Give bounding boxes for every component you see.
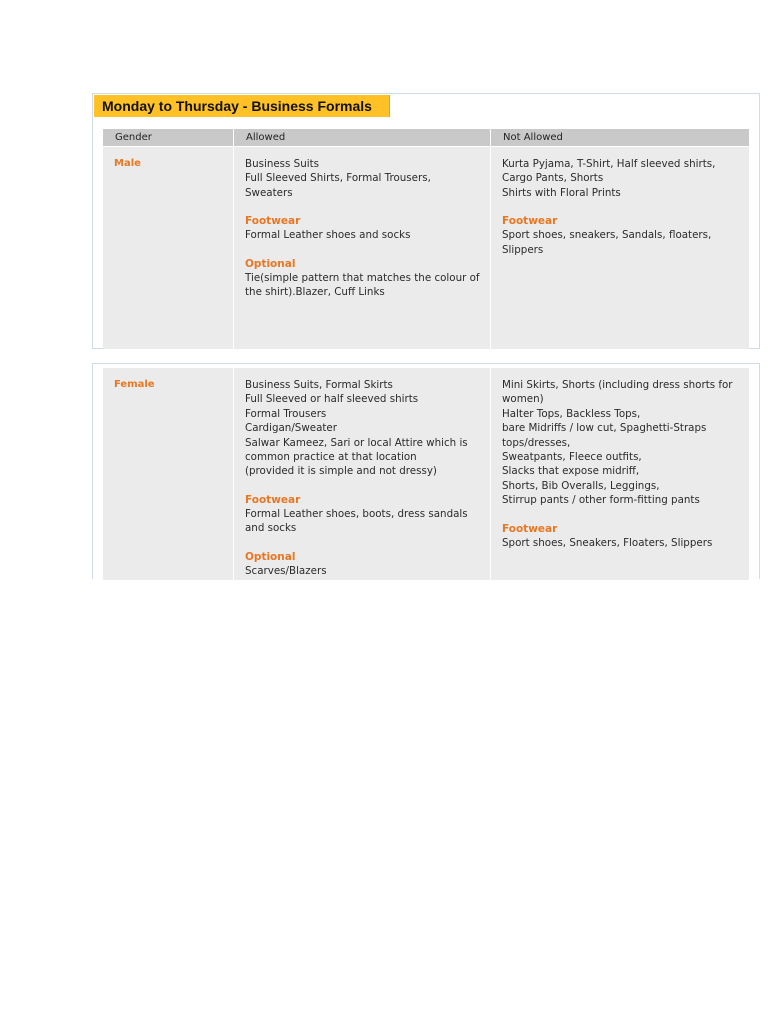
list-item: Full Sleeved Shirts, Formal Trousers, — [245, 172, 431, 185]
panel-title: Monday to Thursday - Business Formals — [94, 95, 390, 117]
allowed-cell-male — [233, 147, 490, 349]
gender-label-female: Female — [114, 379, 155, 390]
optional-heading: Optional — [245, 550, 296, 563]
list-item: common practice at that location — [245, 451, 417, 464]
footwear-heading: Footwear — [502, 215, 558, 228]
list-item: Business Suits, Formal Skirts — [245, 379, 393, 391]
table-header — [103, 129, 749, 146]
list-item: Slacks that expose midriff, — [502, 465, 640, 478]
gender-cell — [103, 147, 233, 349]
header-gender: Gender — [103, 129, 233, 146]
not-allowed-cell-female — [490, 368, 749, 580]
list-item: Mini Skirts, Shorts (including dress shorts for — [502, 379, 733, 391]
list-item: Sweatpants, Fleece outfits, — [502, 451, 642, 464]
list-item: bare Midriffs / low cut, Spaghetti-Straps — [502, 422, 707, 435]
optional-heading: Optional — [245, 257, 296, 270]
list-item: tops/dresses, — [502, 436, 571, 449]
footwear-heading: Footwear — [245, 493, 301, 506]
footwear-heading: Footwear — [245, 215, 301, 228]
list-item: Sweaters — [245, 186, 293, 199]
list-item: the shirt).Blazer, Cuff Links — [245, 286, 385, 299]
list-item: women) — [502, 393, 544, 406]
list-item: (provided it is simple and not dressy) — [245, 465, 437, 478]
footwear-heading: Footwear — [502, 522, 558, 535]
not-allowed-cell-male — [490, 147, 749, 349]
list-item: Shirts with Floral Prints — [502, 186, 621, 199]
list-item: Shorts, Bib Overalls, Leggings, — [502, 479, 660, 492]
list-item: Kurta Pyjama, T-Shirt, Half sleeved shirts, — [502, 158, 716, 170]
header-allowed: Allowed — [233, 129, 490, 146]
table-row-female — [103, 368, 749, 580]
dress-code-panel-bottom — [92, 363, 760, 579]
list-item: Salwar Kameez, Sari or local Attire which is — [245, 436, 468, 449]
list-item: Sport shoes, Sneakers, Floaters, Slippers — [502, 536, 713, 549]
list-item: Scarves/Blazers — [245, 564, 327, 577]
list-item: Cargo Pants, Shorts — [502, 172, 604, 185]
list-item: Stirrup pants / other form-fitting pants — [502, 494, 700, 507]
list-item: Sport shoes, sneakers, Sandals, floaters, — [502, 229, 712, 242]
dress-code-panel-top — [92, 93, 760, 349]
list-item: Halter Tops, Backless Tops, — [502, 407, 641, 420]
list-item: Formal Leather shoes and socks — [245, 229, 411, 242]
list-item: Full Sleeved or half sleeved shirts — [245, 393, 419, 406]
header-not-allowed: Not Allowed — [490, 129, 749, 146]
list-item: and socks — [245, 522, 297, 535]
list-item: Slippers — [502, 243, 544, 256]
list-item: Formal Trousers — [245, 407, 327, 420]
list-item: Tie(simple pattern that matches the colour of — [245, 271, 480, 284]
allowed-cell-female — [233, 368, 490, 580]
gender-label-male: Male — [114, 158, 141, 169]
list-item: Cardigan/Sweater — [245, 422, 337, 435]
table-row-male — [103, 147, 749, 349]
list-item: Formal Leather shoes, boots, dress sandals — [245, 507, 468, 520]
gender-cell — [103, 368, 233, 580]
list-item: Business Suits — [245, 158, 320, 170]
